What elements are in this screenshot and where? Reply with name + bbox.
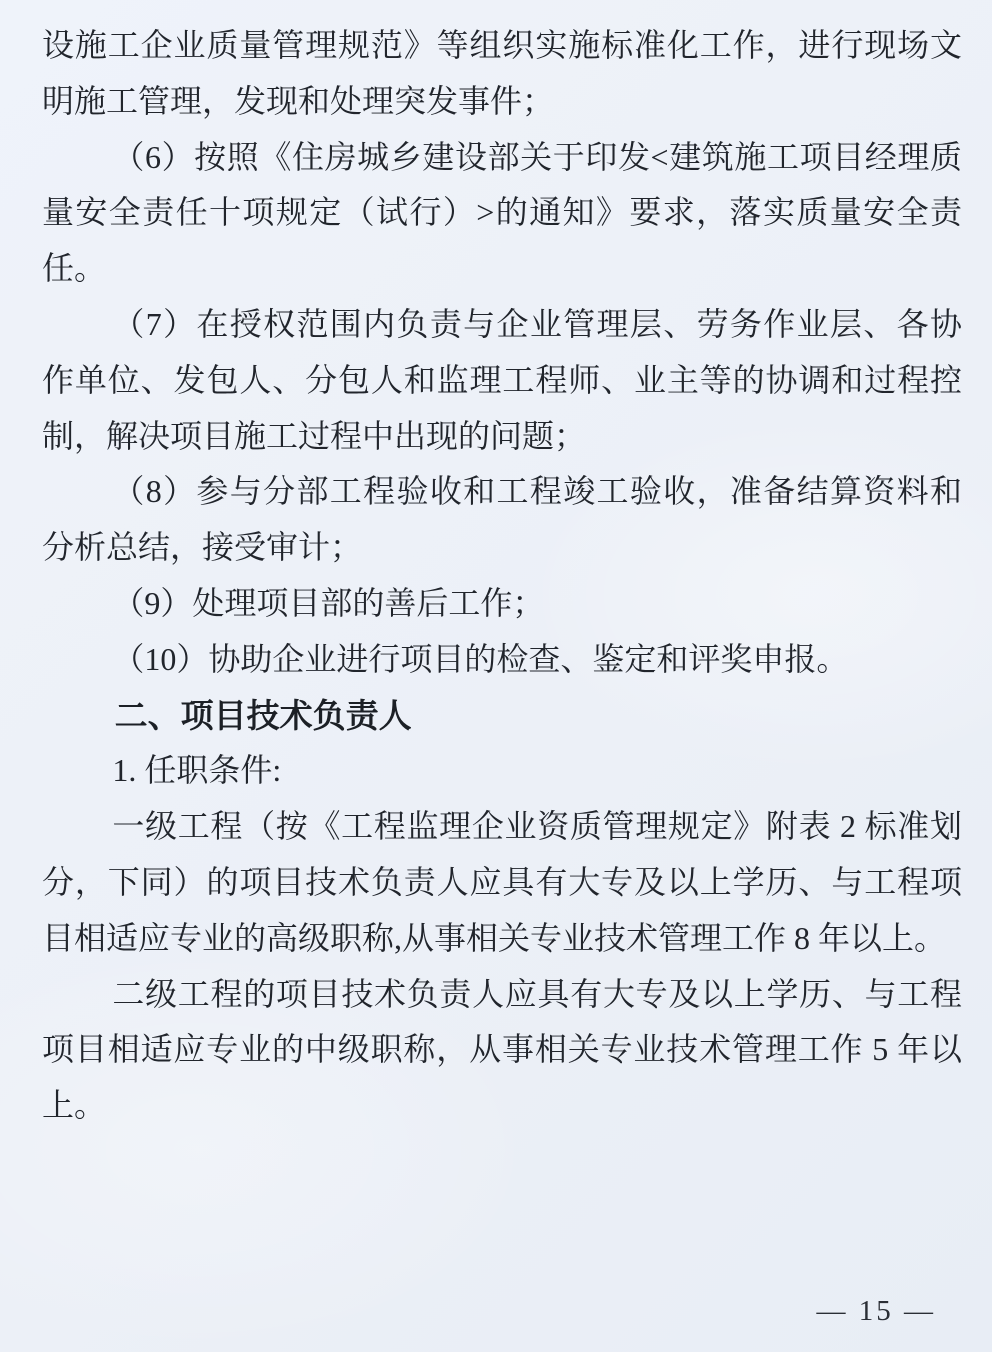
paragraph: [42, 464, 962, 576]
text-line: （7）在授权范围内负责与企业管理层、劳务作业层、各协: [112, 305, 962, 342]
text-line: 项目相适应专业的中级职称，从事相关专业技术管理工作 5 年以: [42, 1031, 962, 1068]
text-line: 明施工管理，发现和处理突发事件；: [42, 82, 555, 119]
paragraph: [42, 967, 962, 1134]
text-line: （10）协助企业进行项目的检查、鉴定和评奖申报。: [112, 640, 849, 677]
text-line: 二级工程的项目技术负责人应具有大专及以上学历、与工程: [112, 975, 962, 1012]
text-line: （9）处理项目部的善后工作；: [112, 584, 545, 621]
text-line: 一级工程（按《工程监理企业资质管理规定》附表 2 标准划: [112, 808, 962, 845]
text-line: 分析总结，接受审计；: [42, 529, 363, 566]
section-heading: [42, 688, 962, 744]
text-line: 设施工企业质量管理规范》等组织实施标准化工作，进行现场文: [42, 27, 962, 63]
text-content: [42, 18, 962, 1134]
paragraph: [42, 18, 962, 130]
paragraph: [42, 297, 962, 464]
paragraph: [42, 743, 962, 799]
text-line: 二、项目技术负责人: [114, 696, 412, 734]
text-line: 作单位、发包人、分包人和监理工程师、业主等的协调和过程控: [42, 361, 962, 398]
paragraph: [42, 576, 962, 632]
text-line: 分，下同）的项目技术负责人应具有大专及以上学历、与工程项: [42, 863, 962, 900]
text-line: （8）参与分部工程验收和工程竣工验收，准备结算资料和: [112, 473, 962, 510]
text-line: 任。: [42, 250, 107, 287]
paragraph: [42, 130, 962, 297]
text-line: 目相适应专业的高级职称,从事相关专业技术管理工作 8 年以上。: [42, 919, 947, 956]
text-line: 量安全责任十项规定（试行）>的通知》要求，落实质量安全责: [42, 194, 962, 231]
paragraph: [42, 799, 962, 966]
text-line: 上。: [42, 1087, 107, 1124]
page-number: — 15 —: [816, 1295, 936, 1327]
paragraph: [42, 632, 962, 688]
text-line: 1. 任职条件:: [112, 752, 282, 789]
text-line: （6）按照《住房城乡建设部关于印发<建筑施工项目经理质: [112, 138, 962, 175]
text-line: 制，解决项目施工过程中出现的问题；: [42, 417, 587, 454]
